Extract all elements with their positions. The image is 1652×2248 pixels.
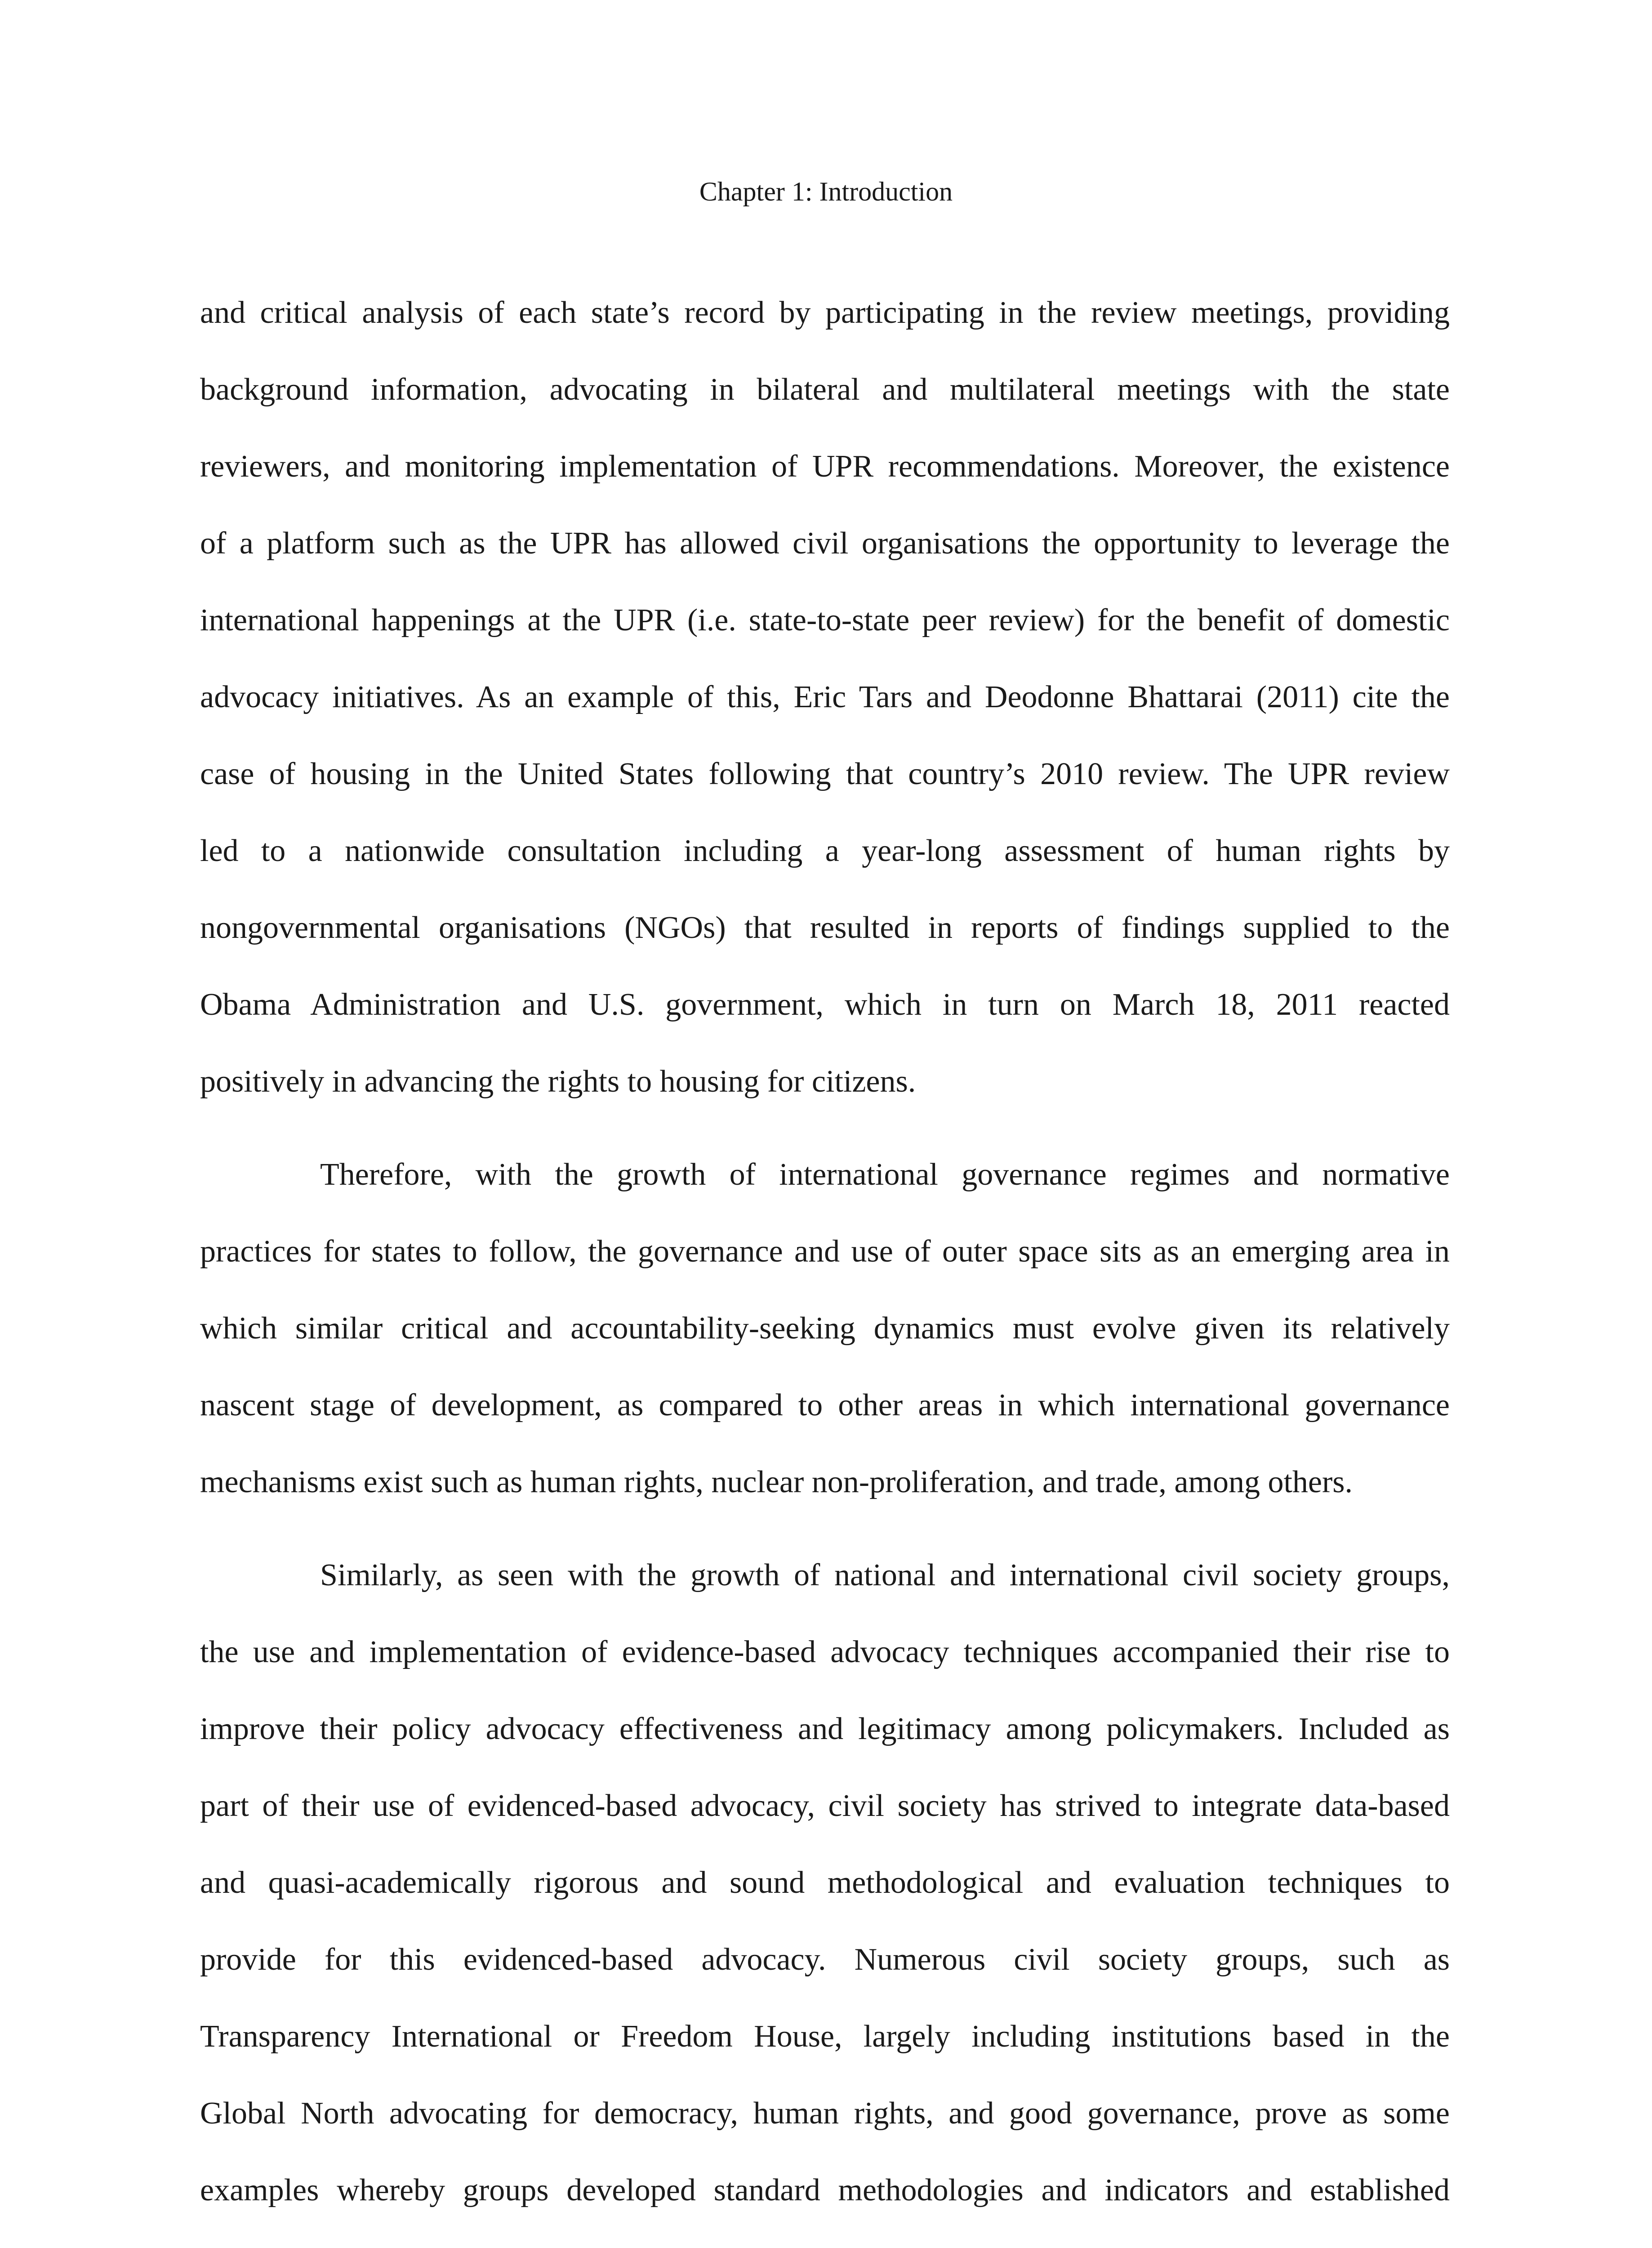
text-line: nongovernmental organisations (NGOs) that resulted in reports of findings supplied to the — [200, 910, 1450, 945]
text-line: of a platform such as the UPR has allowed civil organisations the opportunity to leverage the — [200, 526, 1450, 561]
text-line: which similar critical and accountability-seeking dynamics must evolve given its relatively — [200, 1311, 1450, 1346]
text-line: part of their use of evidenced-based advocacy, civil society has strived to integrate data-based — [200, 1789, 1450, 1823]
text-line: Global North advocating for democracy, human rights, and good governance, prove as some — [200, 2096, 1450, 2131]
text-line: examples whereby groups developed standard methodologies and indicators and established — [200, 2173, 1450, 2208]
text-line: Similarly, as seen with the growth of national and international civil society groups, — [320, 1558, 1450, 1592]
body-text — [200, 274, 1450, 2229]
paragraph-3 — [200, 1537, 1450, 2229]
paragraph-1 — [200, 274, 1450, 1120]
text-line: practices for states to follow, the governance and use of outer space sits as an emerging area in — [200, 1234, 1450, 1269]
paragraph-2 — [200, 1136, 1450, 1521]
text-line: led to a nationwide consultation including a year-long assessment of human rights by — [200, 834, 1450, 868]
text-line: international happenings at the UPR (i.e. state-to-state peer review) for the benefit of domestic — [200, 603, 1450, 638]
text-line: nascent stage of development, as compared to other areas in which international governance — [200, 1388, 1450, 1423]
text-line: advocacy initiatives. As an example of this, Eric Tars and Deodonne Bhattarai (2011) cite the — [200, 680, 1450, 714]
text-line: Obama Administration and U.S. government, which in turn on March 18, 2011 reacted — [200, 987, 1450, 1022]
text-line: Transparency International or Freedom House, largely including institutions based in the — [200, 2019, 1450, 2054]
running-header: Chapter 1: Introduction — [699, 177, 953, 206]
text-line: case of housing in the United States following that country’s 2010 review. The UPR review — [200, 757, 1450, 791]
text-line: and quasi-academically rigorous and sound methodological and evaluation techniques to — [200, 1865, 1450, 1900]
text-line: and critical analysis of each state’s record by participating in the review meetings, providing — [200, 295, 1450, 330]
text-line: improve their policy advocacy effectiveness and legitimacy among policymakers. Included as — [200, 1712, 1450, 1746]
text-line: provide for this evidenced-based advocacy. Numerous civil society groups, such as — [200, 1942, 1450, 1977]
text-line: the use and implementation of evidence-based advocacy techniques accompanied their rise to — [200, 1635, 1450, 1669]
text-line: Therefore, with the growth of international governance regimes and normative — [320, 1157, 1450, 1192]
text-line: reviewers, and monitoring implementation of UPR recommendations. Moreover, the existence — [200, 449, 1450, 484]
text-line: background information, advocating in bilateral and multilateral meetings with the state — [200, 372, 1450, 407]
text-line: positively in advancing the rights to housing for citizens. — [200, 1064, 916, 1099]
text-line: mechanisms exist such as human rights, nuclear non-proliferation, and trade, among others. — [200, 1465, 1353, 1499]
